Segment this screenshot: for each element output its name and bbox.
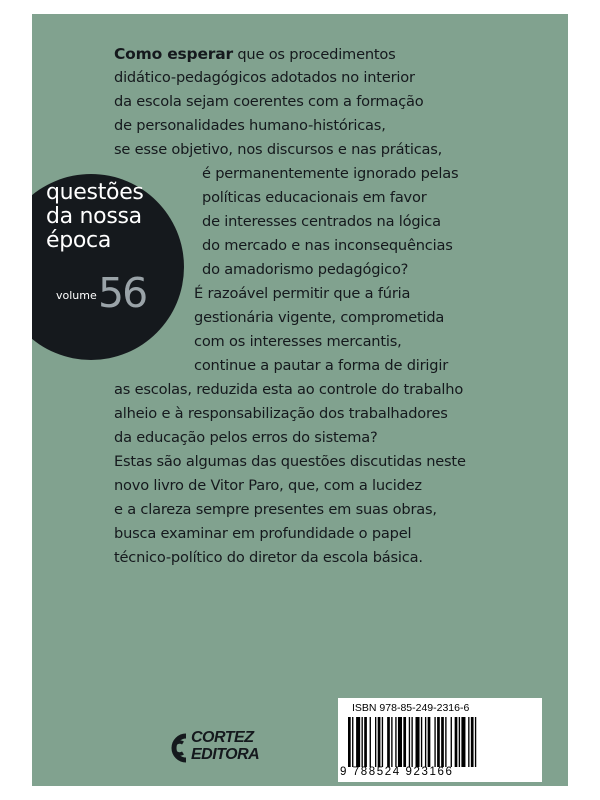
series-title-line-2: da nossa [46,204,142,229]
blurb-line: continue a pautar a forma de dirigir [194,357,448,374]
blurb-line: as escolas, reduzida esta ao controle do trabalho [114,381,464,398]
blurb-line: gestionária vigente, comprometida [194,309,445,326]
blurb-line: com os interesses mercantis, [194,333,402,350]
blurb-line: didático-pedagógicos adotados no interior [114,69,415,86]
publisher-name [191,729,259,763]
blurb-line: de interesses centrados na lógica [202,213,441,230]
blurb-line: de personalidades humano-históricas, [114,117,386,134]
blurb-line: políticas educacionais em favor [202,189,427,206]
blurb-line: e a clareza sempre presentes em suas obras, [114,501,437,518]
blurb-line: técnico-político do diretor da escola básica. [114,549,423,566]
barcode-bars-icon [342,717,538,767]
publisher-mark-icon [167,730,189,768]
blurb-line: Como esperar que os procedimentos [114,45,396,63]
blurb-line: alheio e à responsabilização dos trabalhadores [114,405,448,422]
isbn-barcode [338,698,542,782]
blurb-line: É razoável permitir que a fúria [194,285,411,302]
series-title-line-1: questões [46,180,144,205]
blurb-line: busca examinar em profundidade o papel [114,525,412,542]
publisher-logo [167,728,267,772]
isbn-text: ISBN 978-85-249-2316-6 [352,702,470,714]
book-back-cover [32,14,568,786]
barcode-digits: 9 788524 923166 [340,766,454,778]
blurb-line: é permanentemente ignorado pelas [202,165,459,182]
blurb-line: do mercado e nas inconsequências [202,237,453,254]
blurb-line: se esse objetivo, nos discursos e nas práticas, [114,141,443,158]
blurb-lead: Como esperar [114,45,233,63]
blurb-line: da educação pelos erros do sistema? [114,429,378,446]
publisher-name-line-2: EDITORA [191,746,260,763]
blurb-line: novo livro de Vitor Paro, que, com a lucidez [114,477,422,494]
blurb-line: da escola sejam coerentes com a formação [114,93,424,110]
publisher-name-line-1: CORTEZ [191,729,254,746]
volume-label: volume [56,289,97,302]
series-title [46,181,144,253]
blurb-line: Estas são algumas das questões discutidas neste [114,453,466,470]
volume-number: 56 [98,269,147,317]
series-title-line-3: época [46,228,112,253]
blurb-line: do amadorismo pedagógico? [202,261,409,278]
